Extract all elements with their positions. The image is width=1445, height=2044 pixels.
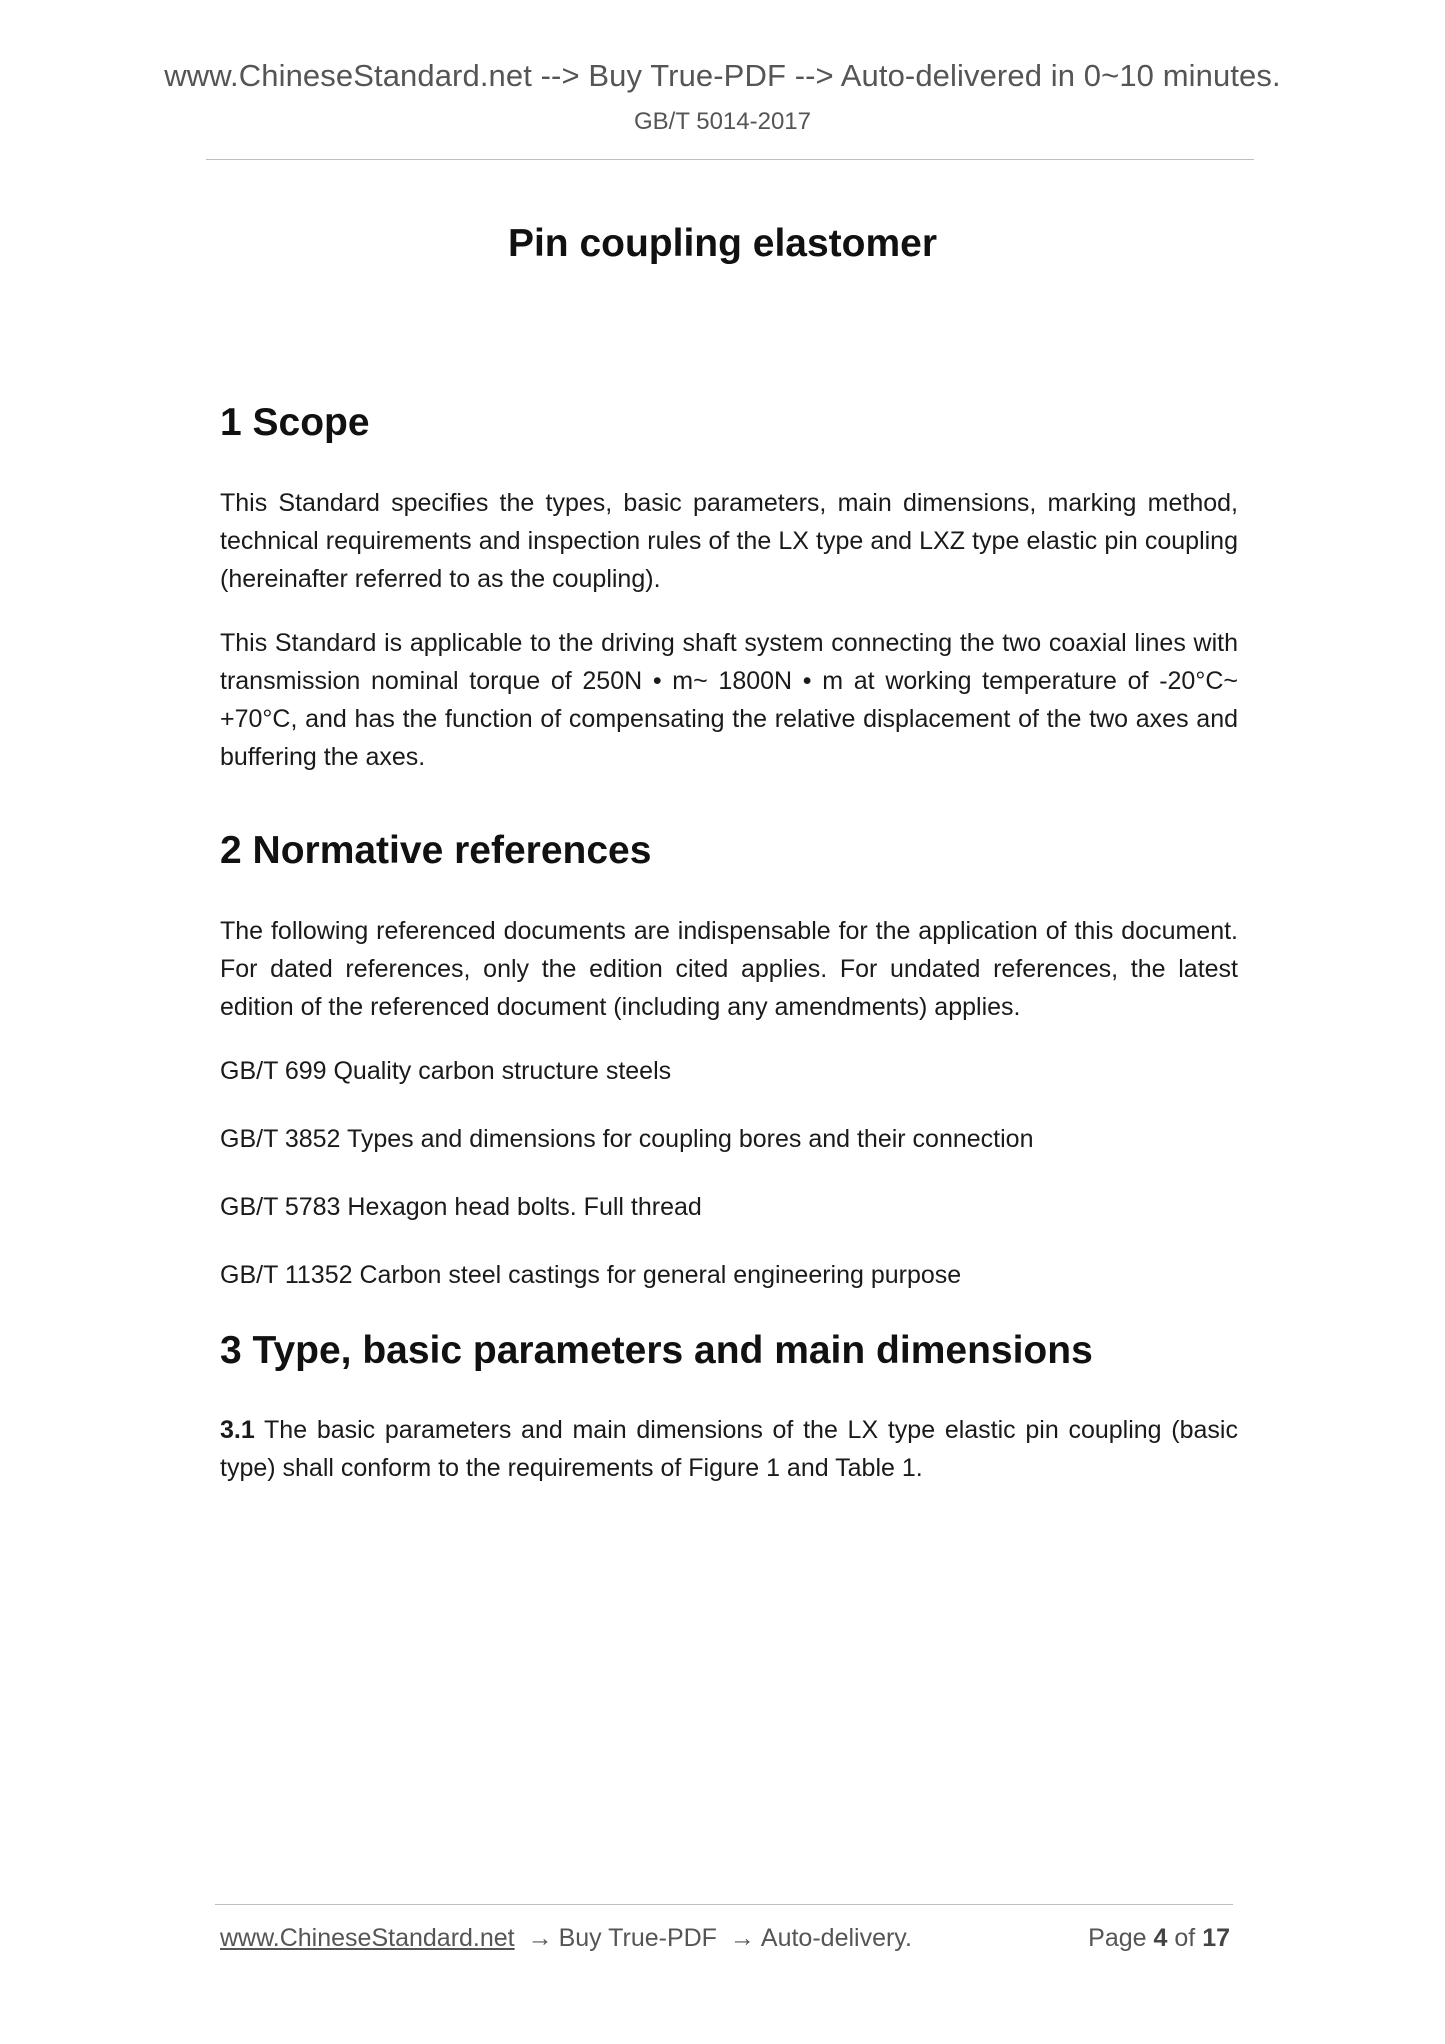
section-heading-scope: 1 Scope: [220, 401, 370, 444]
arrow-right-icon: →: [527, 1924, 553, 1952]
footer-site-link[interactable]: www.ChineseStandard.net: [220, 1924, 515, 1952]
section-heading-type-parameters: 3 Type, basic parameters and main dimensions: [220, 1328, 1093, 1372]
section-heading-normative-references: 2 Normative references: [220, 828, 652, 872]
reference-item: GB/T 699 Quality carbon structure steels: [220, 1056, 672, 1085]
clause-number: 3.1: [220, 1416, 255, 1445]
header-banner: www.ChineseStandard.net --> Buy True-PDF --> Auto-delivered in 0~10 minutes.: [164, 58, 1281, 93]
footer-buy-text: Buy True-PDF: [558, 1924, 717, 1952]
scope-paragraph-2: This Standard is applicable to the driving shaft system connecting the two coaxial lines with transmission nominal torque of 250N • m~ 1800N • m at working temperature of -20°C~ +70°C, and has the function of compensating the relative displacement of the two axes and buffering the axes.: [220, 628, 1238, 771]
standard-code: GB/T 5014-2017: [633, 108, 811, 135]
reference-item: GB/T 11352 Carbon steel castings for general engineering purpose: [220, 1260, 962, 1289]
page-label: Page: [1088, 1924, 1147, 1952]
page-number: [1088, 1924, 1230, 1953]
page-of-label: of: [1174, 1924, 1196, 1952]
reference-item: GB/T 3852 Types and dimensions for coupling bores and their connection: [220, 1124, 1034, 1153]
clause-3-1: [220, 1411, 1238, 1487]
page-total: 17: [1202, 1924, 1230, 1952]
document-title: Pin coupling elastomer: [507, 222, 938, 265]
footer-left: [220, 1924, 912, 1953]
footer-delivery-text: Auto-delivery.: [760, 1924, 912, 1952]
scope-paragraph-1: This Standard specifies the types, basic parameters, main dimensions, marking method, technical requirements and inspection rules of the LX type and LXZ type elastic pin coupling (hereinafter referred to as the coupling).: [220, 488, 1238, 593]
arrow-right-icon: →: [729, 1924, 755, 1952]
reference-item: GB/T 5783 Hexagon head bolts. Full thread: [220, 1192, 702, 1221]
header-divider: [206, 159, 1254, 160]
page-current: 4: [1153, 1924, 1168, 1952]
footer-divider: [215, 1904, 1233, 1905]
clause-text: The basic parameters and main dimensions of the LX type elastic pin coupling (basic type) shall conform to the requirements of Figure 1 and Table 1.: [220, 1416, 1238, 1483]
document-body: [220, 400, 1238, 1513]
normative-intro: The following referenced documents are indispensable for the application of this document. For dated references, only the edition cited applies. For undated references, the latest edition of the referenced document (including any amendments) applies.: [220, 916, 1238, 1021]
